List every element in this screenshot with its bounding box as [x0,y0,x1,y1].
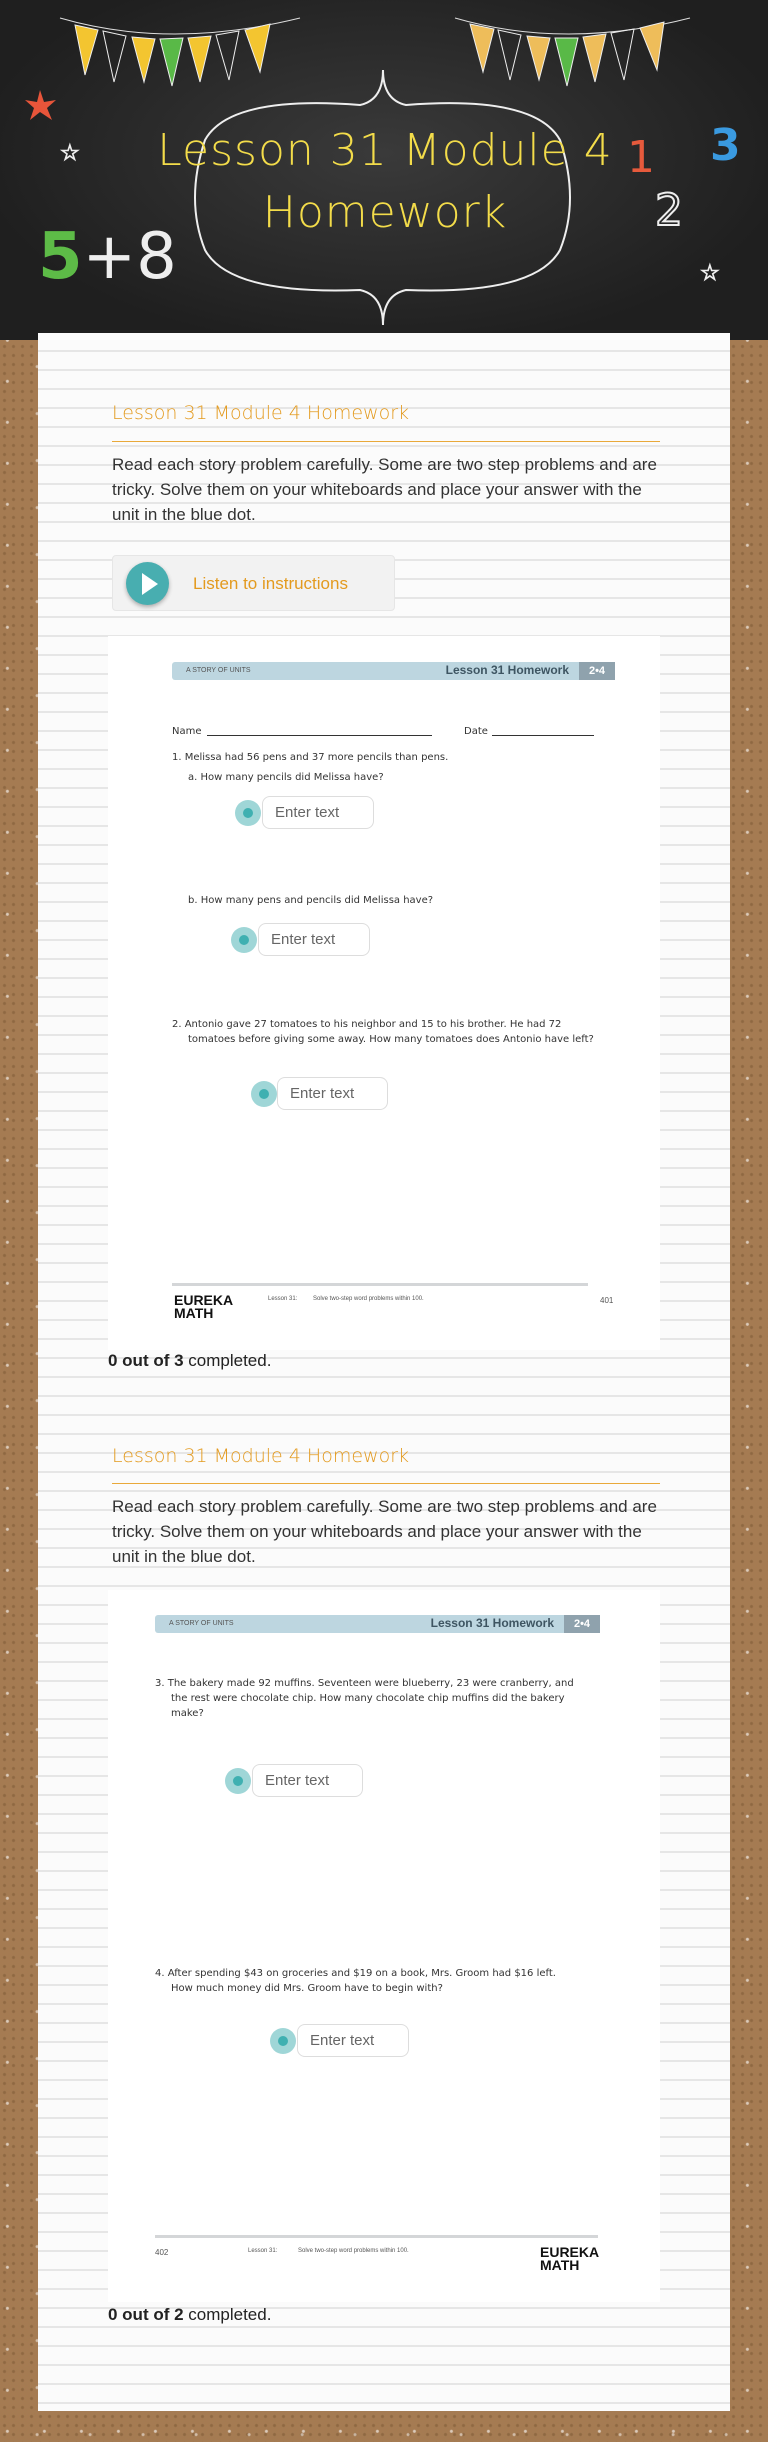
question-1b: b. How many pens and pencils did Melissa have? [188,895,434,906]
section-title: Lesson 31 Module 4 Homework [112,402,410,424]
footer-description: Solve two-step word problems within 100. [313,1296,424,1302]
module-badge: 2•4 [579,662,615,680]
question-3: 3. The bakery made 92 muffins. Seventeen were blueberry, 23 were cranberry, and [155,1678,574,1689]
chalkboard-header [0,0,768,340]
date-label: Date [464,726,488,737]
name-label: Name [172,726,202,737]
question-3-cont: make? [171,1708,204,1719]
answer-input-1b[interactable]: Enter text [258,923,370,956]
svg-text:1: 1 [627,132,655,183]
lesson-label: Lesson 31 Homework [445,663,569,677]
worksheet-page-1 [108,636,660,1350]
answer-input-2[interactable]: Enter text [277,1077,388,1110]
footer-rule [172,1283,588,1286]
completion-status [108,1351,271,1371]
question-2: 2. Antonio gave 27 tomatoes to his neighbor and 15 to his brother. He had 72 [172,1019,562,1030]
eureka-math-logo: EUREKA MATH [540,2244,599,2273]
answer-input-4[interactable]: Enter text [297,2024,409,2057]
svg-text:☆: ☆ [700,260,720,285]
page-title [110,120,660,244]
answer-dot-icon [235,800,261,826]
page-number: 401 [600,1296,614,1305]
answer-dot-icon [231,927,257,953]
section-divider [112,441,660,442]
answer-dot-icon [225,1768,251,1794]
worksheet-header-band [172,662,615,680]
completion-count: 0 out of 3 [108,1351,184,1370]
footer-lesson: Lesson 31: [248,2248,278,2254]
question-1: 1. Melissa had 56 pens and 37 more pencils than pens. [172,752,449,763]
completion-suffix: completed. [183,2305,272,2324]
decor-numbers: 5+8 [38,220,177,294]
footer-rule [155,2235,598,2238]
question-3-cont: the rest were chocolate chip. How many chocolate chip muffins did the bakery [171,1693,565,1704]
series-label: A STORY OF UNITS [169,1620,234,1627]
page-number: 402 [155,2248,169,2257]
answer-input-3[interactable]: Enter text [252,1764,363,1797]
completion-count: 0 out of 2 [108,2305,184,2324]
section-title: Lesson 31 Module 4 Homework [112,1445,410,1467]
eureka-math-logo: EUREKA MATH [174,1292,233,1321]
section-description: Read each story problem carefully. Some are two step problems and are tricky. Solve them on your whiteboards and place your answer with the unit in the blue dot. [112,455,657,524]
star-icon [25,90,56,120]
answer-dot-icon [270,2028,296,2054]
svg-text:☆: ☆ [60,140,80,165]
title-line-1: Lesson 31 Module 4 [157,125,613,176]
worksheet-header-band [155,1615,600,1633]
section-description: Read each story problem carefully. Some are two step problems and are tricky. Solve them on your whiteboards and place your answer with the unit in the blue dot. [112,1497,657,1566]
svg-text:2: 2 [655,185,683,236]
question-1a: a. How many pencils did Melissa have? [188,772,384,783]
module-badge: 2•4 [564,1615,600,1633]
completion-status [108,2305,271,2325]
answer-dot-icon [251,1081,277,1107]
lesson-label: Lesson 31 Homework [430,1616,554,1630]
question-4-cont: How much money did Mrs. Groom have to begin with? [171,1983,443,1994]
answer-input-1a[interactable]: Enter text [262,796,374,829]
question-2-cont: tomatoes before giving some away. How many tomatoes does Antonio have left? [188,1034,594,1045]
footer-lesson: Lesson 31: [268,1296,298,1302]
series-label: A STORY OF UNITS [186,667,251,674]
play-icon [126,562,169,605]
section-divider [112,1483,660,1484]
title-line-2: Homework [262,187,508,238]
question-4: 4. After spending $43 on groceries and $19 on a book, Mrs. Groom had $16 left. [155,1968,556,1979]
svg-text:3: 3 [710,120,741,171]
listen-label: Listen to instructions [193,574,348,593]
footer-description: Solve two-step word problems within 100. [298,2248,409,2254]
listen-to-instructions-button[interactable] [112,555,395,611]
completion-suffix: completed. [183,1351,272,1370]
worksheet-page-2 [108,1590,660,2302]
